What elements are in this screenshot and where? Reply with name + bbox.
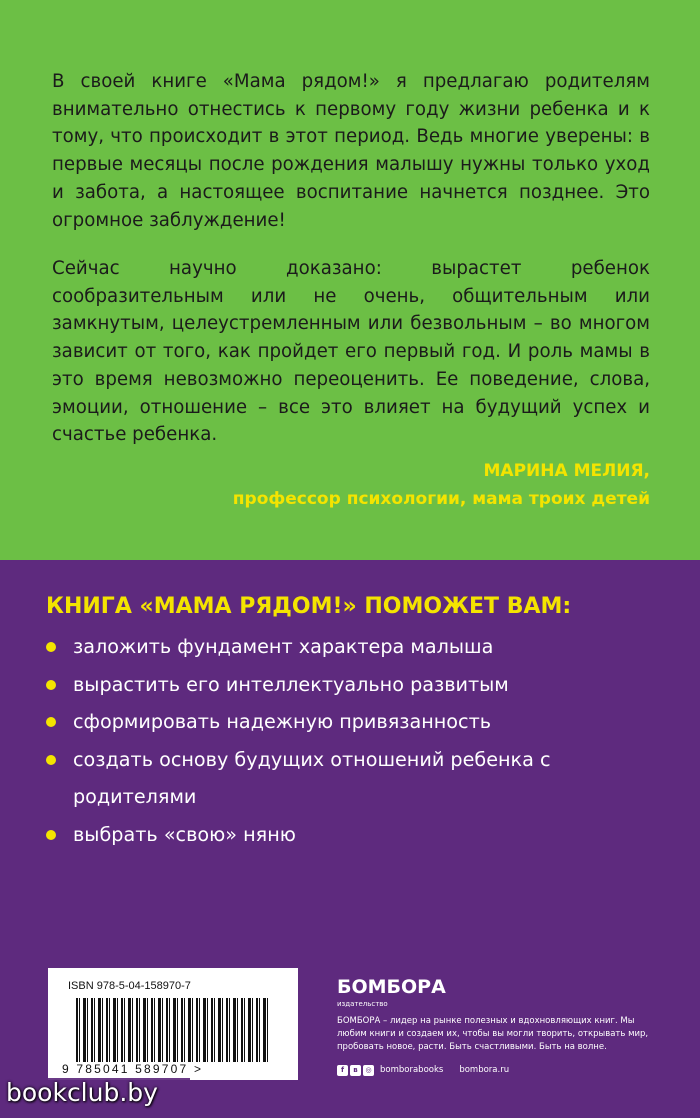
benefit-text: выбрать «свою» няню [73,822,296,846]
social-handle[interactable]: bomborabooks [380,1065,444,1075]
social-links [337,1063,509,1077]
instagram-icon[interactable]: ◎ [363,1065,374,1076]
isbn-label: ISBN 978-5-04-158970-7 [68,980,191,992]
bullet-icon [46,717,56,727]
benefit-text: сформировать надежную привязанность [73,710,492,733]
benefit-item [46,816,666,854]
benefit-item [46,703,666,741]
benefit-item [46,628,666,666]
vk-icon[interactable]: в [350,1065,361,1076]
author-name: МАРИНА МЕЛИЯ, [483,461,650,481]
benefit-item [46,741,666,816]
intro-paragraph-2: Сейчас научно доказано: вырастет ребенок сообразительным или не очень, общительным или замкнутым, целеустремленным или безвольным – во многом зависит от того, как пройдет его первый год. И роль мамы в это время невозможно переоценить. Ее поведение, слова, эмоции, отношение – все это влияет на будущий успех и счастье ребенка. [52,258,650,446]
benefit-item [46,666,666,704]
barcode-box [48,968,298,1080]
barcode-bars [76,998,271,1064]
watermark: bookclub.by [6,1078,158,1107]
benefits-list [46,628,666,853]
publisher-website[interactable]: bombora.ru [459,1065,510,1075]
author-signature [150,457,650,513]
benefit-text: создать основу будущих отношений ребенка с родителями [73,747,551,808]
bullet-icon [46,680,56,690]
author-title: профессор психологии, мама троих детей [232,489,650,509]
bullet-icon [46,830,56,840]
publisher-logo: БОМБОРА [337,976,446,998]
intro-paragraph-1: В своей книге «Мама рядом!» я предлагаю родителям внимательно отнестись к первому году жизни ребенка и к тому, что происходит в этот период. Ведь многие уверены: в первые месяцы после рождения малышу нужны только уход и забота, а настоящее воспитание начнется позднее. Это огромное заблуждение! [52,71,650,231]
bullet-icon [46,642,56,652]
benefit-text: заложить фундамент характера малыша [73,635,494,658]
bullet-icon [46,755,56,765]
barcode-digits: 9 785041 589707 > [62,1062,288,1076]
publisher-description: БОМБОРА – лидер на рынке полезных и вдохновляющих книг. Мы любим книги и создаем их, чтобы вы могли творить, открывать мир, пробовать новое, расти. Быть счастливыми. Быть на волне. [337,1016,649,1052]
benefits-title: КНИГА «МАМА РЯДОМ!» ПОМОЖЕТ ВАМ: [46,594,572,619]
benefit-text: вырастить его интеллектуально развитым [73,672,509,696]
publisher-subtitle: издательство [337,1000,388,1008]
facebook-icon[interactable]: f [337,1065,348,1076]
